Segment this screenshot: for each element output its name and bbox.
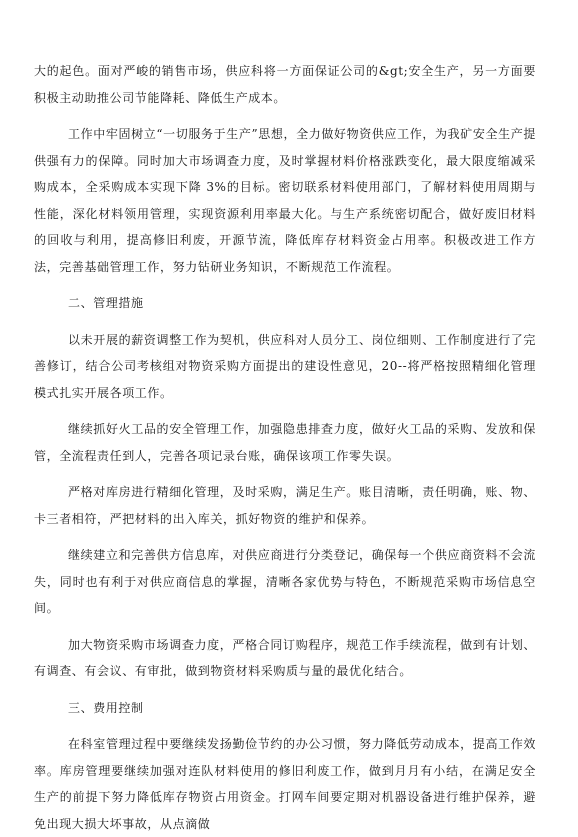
section-heading-cost-control: 三、费用控制 bbox=[68, 700, 144, 715]
paragraph-procurement-survey: 加大物资采购市场调查力度，严格合同订购程序，规范工作手续流程，做到有计划、有调查、有会议、有审批，做到物资材料采购质与量的最优化结合。 bbox=[34, 637, 536, 678]
section-heading-management-measures: 二、管理措施 bbox=[68, 296, 144, 310]
paragraph-office-thrift: 在科室管理过程中要继续发扬勤俭节约的办公习惯，努力降低劳动成本，提高工作效率。库房管理要继续加强对连队材料使用的修旧利废工作，做到月月有小结，在满足安全生产的前提下努力降低库存物资占用资金。打网车间要定期对机器设备进行维护保养，避免出现大损大坏事故，从点滴做 bbox=[34, 737, 536, 831]
paragraph-explosives-safety: 继续抓好火工品的安全管理工作，加强隐患排查力度，做好火工品的采购、发放和保管，全流程责任到人，完善各项记录台账，确保该项工作零失误。 bbox=[34, 422, 536, 463]
paragraph-warehouse-management: 严格对库房进行精细化管理，及时采购，满足生产。账目清晰，责任明确，账、物、卡三者相符，严把材料的出入库关，抓好物资的维护和保养。 bbox=[34, 485, 536, 526]
paragraph-work-philosophy: 工作中牢固树立“一切服务于生产”思想，全力做好物资供应工作，为我矿安全生产提供强有力的保障。同时加大市场调查力度，及时掌握材料价格涨跌变化，最大限度缩减采购成本，全采购成本实现下降 3%的目标。密切联系材料使用部门，了解材料使用周期与性能，深化材料领用管理，实现资源利用率最大化。与生产系统密切配合，做好废旧材料的回收与利用，提高修旧利废，开源节流，降低库存材料资金占用率。积极改进工作方法，完善基础管理工作，努力钻研业务知识，不断规范工作流程。 bbox=[34, 127, 536, 274]
paragraph-salary-adjustment: 以未开展的薪资调整工作为契机，供应科对人员分工、岗位细则、工作制度进行了完善修订，结合公司考核组对物资采购方面提出的建设性意见，20--将严格按照精细化管理模式扎实开展各项工作。 bbox=[34, 332, 536, 400]
paragraph-supplier-database: 继续建立和完善供方信息库，对供应商进行分类登记，确保每一个供应商资料不会流失，同时也有利于对供应商信息的掌握，清晰各家优势与特色，不断规范采购市场信息空间。 bbox=[34, 548, 536, 615]
paragraph-intro-continued: 大的起色。面对严峻的销售市场，供应科将一方面保证公司的&gt;安全生产，另一方面要积极主动助推公司节能降耗、降低生产成本。 bbox=[34, 64, 536, 105]
